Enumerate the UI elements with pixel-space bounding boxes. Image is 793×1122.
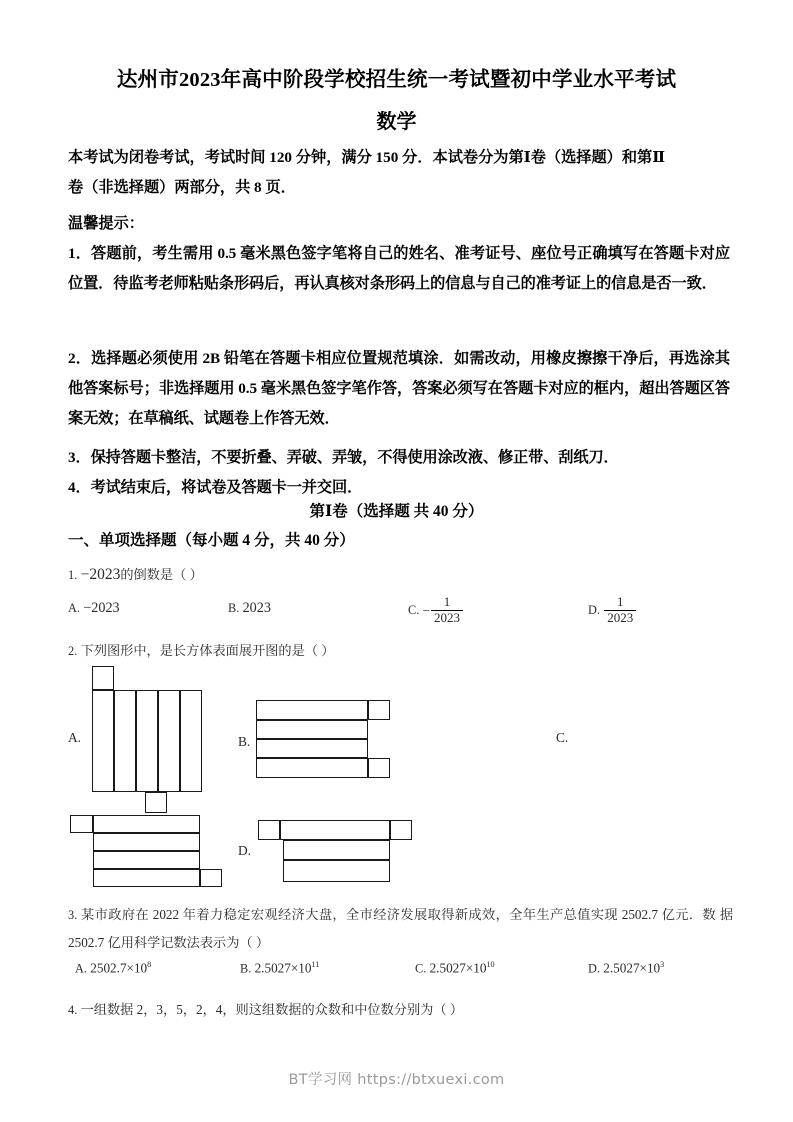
net-d-right-tab [390, 820, 412, 840]
net-c-row-3 [93, 851, 200, 869]
q1-option-c[interactable] [408, 596, 464, 626]
net-a-strip-2 [114, 690, 136, 792]
q1-option-d-denominator: 2023 [604, 610, 636, 626]
question-1-stem: 的倒数是（ ） [120, 567, 203, 582]
net-a-strip-1 [92, 690, 114, 792]
q3-option-b-exponent: 11 [311, 960, 320, 969]
intro-line-2: 卷（非选择题）两部分，共 8 页． [68, 179, 296, 196]
question-4-number: 4. [68, 1003, 78, 1017]
net-c-left-tab [70, 815, 93, 833]
q3-option-a[interactable] [75, 960, 151, 976]
net-a-strip-4 [158, 690, 180, 792]
q2-option-d-label: D. [238, 843, 252, 858]
q1-option-d-fraction [604, 595, 636, 625]
question-2 [68, 637, 334, 665]
net-b-row-1 [256, 700, 368, 720]
question-3-stem-line-1: 某市政府在 2022 年着力稳定宏观经济大盘，全市经济发展取得新成效，全年生产总值实现 2502.7 亿元．数 [81, 907, 717, 922]
question-1 [68, 561, 203, 589]
question-3-number: 3. [68, 908, 78, 922]
q1-option-b-label: B. [228, 601, 240, 615]
q1-option-c-sign: − [422, 603, 431, 619]
q1-option-d[interactable] [588, 596, 637, 626]
net-b-row-4-tab [368, 758, 390, 778]
q2-net-d[interactable] [258, 820, 408, 884]
net-d-left-tab [258, 820, 280, 840]
q3-option-a-exponent: 8 [147, 960, 152, 969]
q3-option-d-exponent: 3 [660, 960, 665, 969]
notice-heading: 温馨提示： [68, 215, 144, 232]
net-b-row-3 [256, 739, 368, 758]
q3-option-b-label: B. [240, 961, 252, 976]
net-d-row-2 [283, 840, 390, 860]
net-d-row-1 [280, 820, 390, 840]
question-2-stem: 下列图形中，是长方体表面展开图的是（ ） [80, 643, 335, 658]
question-4 [68, 996, 463, 1024]
q1-option-c-denominator: 2023 [431, 610, 463, 626]
page-title: 达州市2023年高中阶段学校招生统一考试暨初中学业水平考试 [116, 69, 677, 91]
net-d-row-3 [283, 860, 390, 882]
q3-option-a-times: ×10 [126, 960, 148, 976]
paper-one-heading: 第Ⅰ卷（选择题 共 40 分） [309, 503, 484, 520]
q3-option-d[interactable] [588, 960, 664, 976]
q1-option-a[interactable] [68, 600, 120, 617]
net-c-row-1 [93, 815, 200, 833]
net-c-row-4 [93, 869, 200, 887]
q1-option-a-text: −2023 [83, 600, 120, 616]
q3-option-a-label: A. [75, 961, 87, 976]
net-b-row-1-tab [368, 700, 390, 720]
net-a-strip-5 [180, 690, 202, 792]
notice-item-1: 1．答题前，考生需用 0.5 毫米黑色签字笔将自己的姓名、准考证号、座位号正确填写在答题卡对应位置．待监考老师粘贴条形码后，再认真核对条形码上的信息与自己的准考证上的信息是否一致． [68, 245, 730, 292]
question-3 [68, 901, 733, 956]
q3-option-d-times: ×10 [639, 960, 661, 976]
notice-item-3: 3．保持答题卡整洁，不要折叠、弄破、弄皱，不得使用涂改液、修正带、刮纸刀． [68, 449, 619, 466]
intro-paragraph [68, 143, 730, 203]
net-c-row-2 [93, 833, 200, 851]
q2-net-b[interactable] [256, 700, 398, 780]
intro-line-1: 本考试为闭卷考试，考试时间 120 分钟，满分 150 分．本试卷分为第Ⅰ卷（选择题）和第Ⅱ [68, 149, 666, 166]
q3-option-c-times: ×10 [465, 960, 487, 976]
q3-option-d-mantissa: 2.5027 [603, 960, 640, 976]
q3-option-b-mantissa: 2.5027 [254, 960, 291, 976]
q3-option-a-mantissa: 2502.7 [90, 960, 127, 976]
net-a-top-square [92, 666, 114, 690]
q2-net-c[interactable] [70, 815, 230, 887]
q1-option-b-text: 2023 [242, 600, 271, 616]
q1-option-b[interactable] [228, 600, 271, 617]
q3-option-c-mantissa: 2.5027 [429, 960, 466, 976]
q1-option-a-label: A. [68, 601, 80, 615]
net-c-right-tab [200, 869, 222, 887]
question-3-stem-line-2: 据 2502.7 亿用科学记数法表示为（ ） [68, 907, 734, 950]
q1-option-c-fraction [431, 595, 463, 625]
question-4-stem: 一组数据 2，3，5，2，4，则这组数据的众数和中位数分别为（ ） [80, 1002, 464, 1017]
q3-option-c-label: C. [415, 961, 427, 976]
q2-option-b-label: B. [238, 734, 251, 749]
subject-title: 数学 [376, 111, 417, 133]
q1-option-d-numerator: 1 [617, 594, 624, 609]
net-a-bottom-square [145, 792, 167, 813]
question-1-number: 1. [68, 568, 78, 582]
footer-watermark: BT学习网 https://btxuexi.com [288, 1072, 505, 1088]
q1-option-c-label: C. [408, 603, 420, 618]
net-b-row-2 [256, 720, 368, 739]
question-1-value: −2023 [80, 566, 121, 583]
q3-option-c[interactable] [415, 960, 495, 976]
question-2-number: 2. [68, 644, 78, 658]
q2-net-a[interactable] [92, 666, 222, 814]
q1-option-c-numerator: 1 [443, 594, 451, 609]
q1-option-d-label: D. [588, 603, 600, 618]
q3-option-b-times: ×10 [290, 960, 312, 976]
net-b-row-4 [256, 758, 368, 778]
notice-item-4: 4．考试结束后，将试卷及答题卡一并交回． [68, 479, 363, 496]
part-one-heading: 一、单项选择题（每小题 4 分，共 40 分） [68, 532, 355, 549]
notice-item-2: 2．选择题必须使用 2B 铅笔在答题卡相应位置规范填涂．如需改动，用橡皮擦擦干净后，再选涂其他答案标号；非选择题用 0.5 毫米黑色签字笔作答，答案必须写在答题卡对应的框内，超出答题区答案无效；在草稿纸、试题卷上作答无效． [68, 350, 730, 427]
q2-option-a-label: A. [68, 730, 82, 745]
net-a-strip-3 [136, 690, 158, 792]
q3-option-d-label: D. [588, 961, 600, 976]
q2-option-c-label: C. [556, 730, 569, 745]
q3-option-c-exponent: 10 [486, 960, 495, 969]
q3-option-b[interactable] [240, 960, 319, 976]
